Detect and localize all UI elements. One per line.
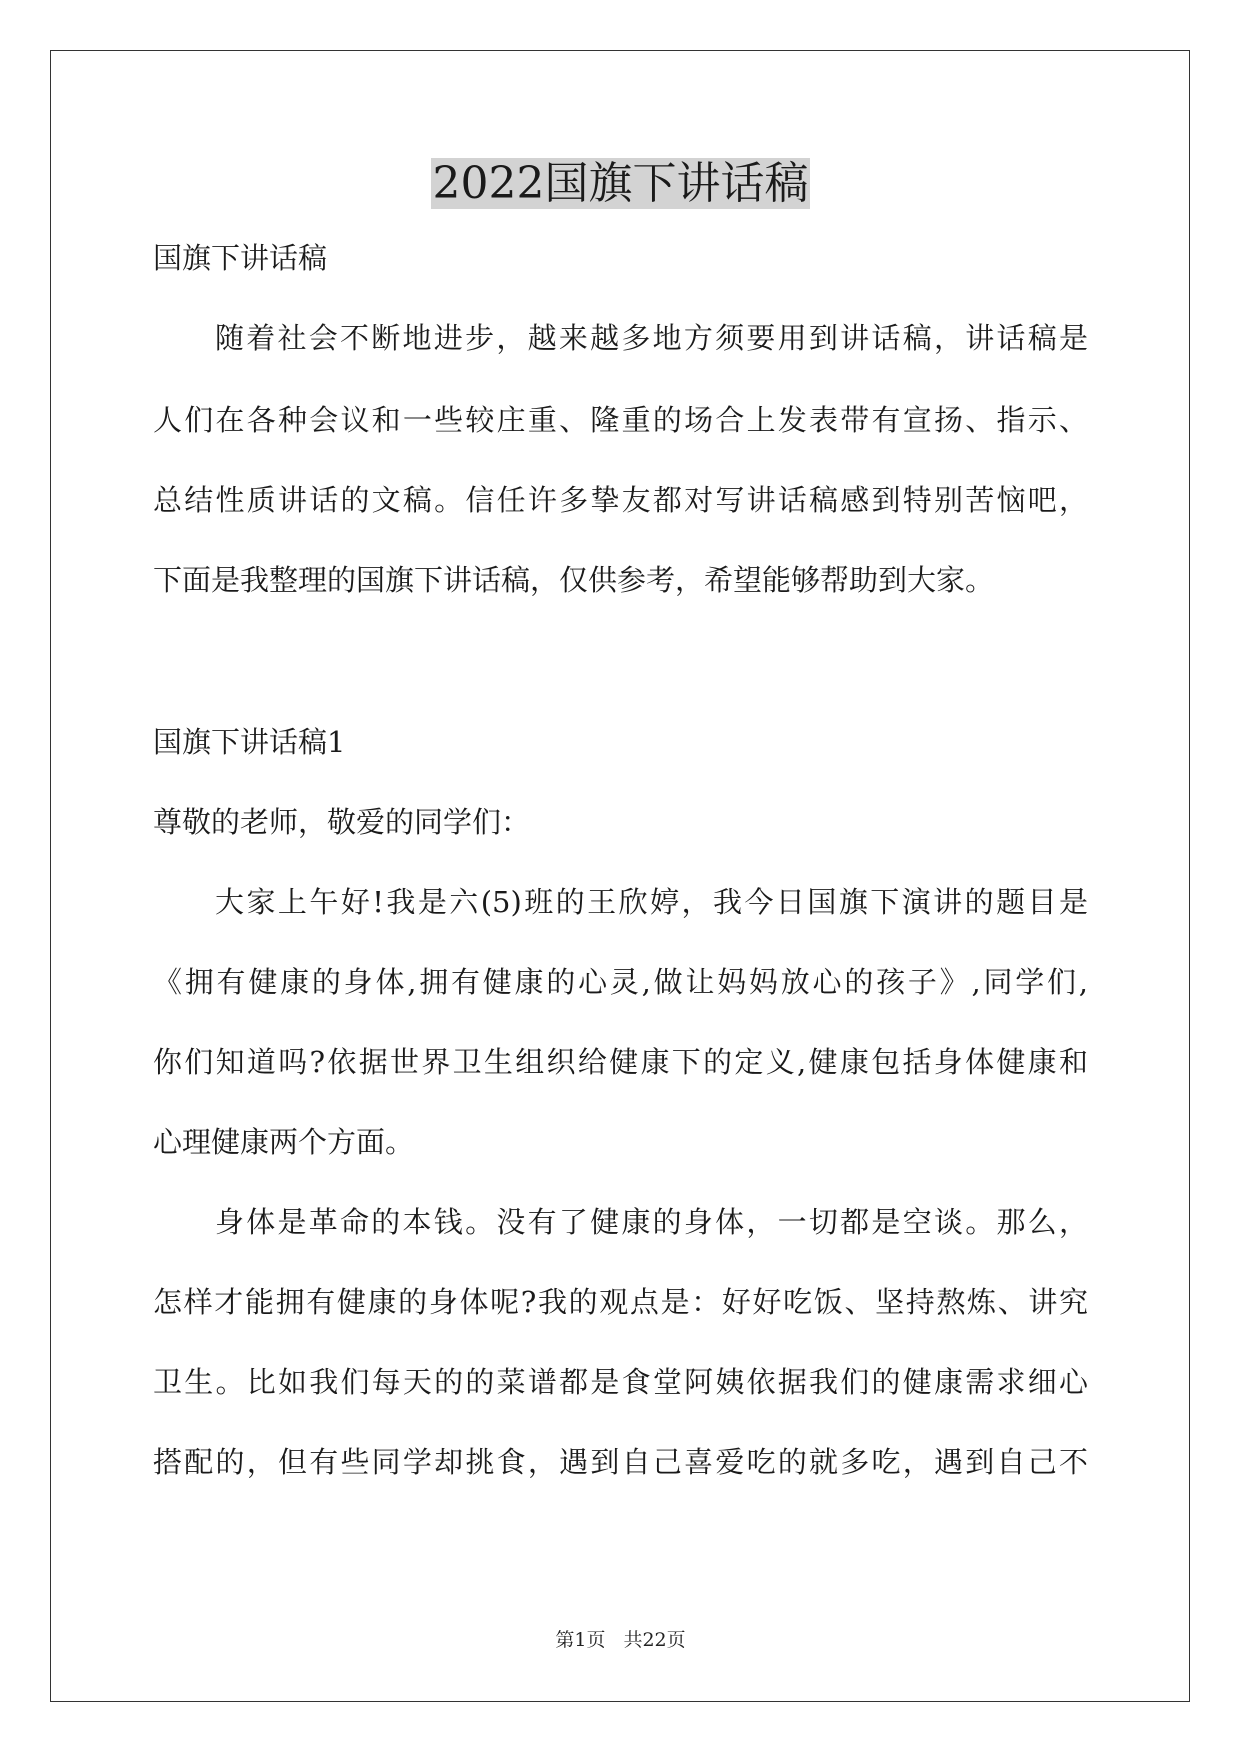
section-heading: 国旗下讲话稿1 bbox=[153, 725, 346, 759]
intro-line-2: 人们在各种会议和一些较庄重、隆重的场合上发表带有宣扬、指示、 bbox=[153, 403, 1088, 437]
document-title-text: 2022国旗下讲话稿 bbox=[432, 158, 809, 209]
document-title bbox=[0, 156, 1241, 212]
intro-line-4: 下面是我整理的国旗下讲话稿，仅供参考，希望能够帮助到大家。 bbox=[153, 563, 995, 597]
para2-line-3: 卫生。比如我们每天的的菜谱都是食堂阿姨依据我们的健康需求细心 bbox=[153, 1365, 1088, 1399]
para1-line-2: 《拥有健康的身体,拥有健康的心灵,做让妈妈放心的孩子》,同学们, bbox=[153, 965, 1088, 999]
para1-line-1: 大家上午好!我是六(5)班的王欣婷，我今日国旗下演讲的题目是 bbox=[215, 885, 1088, 919]
salutation: 尊敬的老师，敬爱的同学们： bbox=[153, 805, 531, 839]
intro-heading: 国旗下讲话稿 bbox=[153, 241, 328, 275]
intro-line-1: 随着社会不断地进步，越来越多地方须要用到讲话稿，讲话稿是 bbox=[215, 321, 1088, 355]
para2-line-1: 身体是革命的本钱。没有了健康的身体，一切都是空谈。那么， bbox=[215, 1205, 1088, 1239]
para1-line-4: 心理健康两个方面。 bbox=[153, 1125, 415, 1159]
page-footer bbox=[0, 1628, 1241, 1652]
page-total: 共22页 bbox=[623, 1629, 686, 1651]
page-number: 第1页 bbox=[555, 1629, 606, 1651]
para2-line-4: 搭配的，但有些同学却挑食，遇到自己喜爱吃的就多吃，遇到自己不 bbox=[153, 1445, 1088, 1479]
para1-line-3: 你们知道吗?依据世界卫生组织给健康下的定义,健康包括身体健康和 bbox=[153, 1045, 1088, 1079]
intro-line-3: 总结性质讲话的文稿。信任许多挚友都对写讲话稿感到特别苦恼吧， bbox=[153, 483, 1088, 517]
para2-line-2: 怎样才能拥有健康的身体呢?我的观点是：好好吃饭、坚持熬炼、讲究 bbox=[153, 1285, 1088, 1319]
